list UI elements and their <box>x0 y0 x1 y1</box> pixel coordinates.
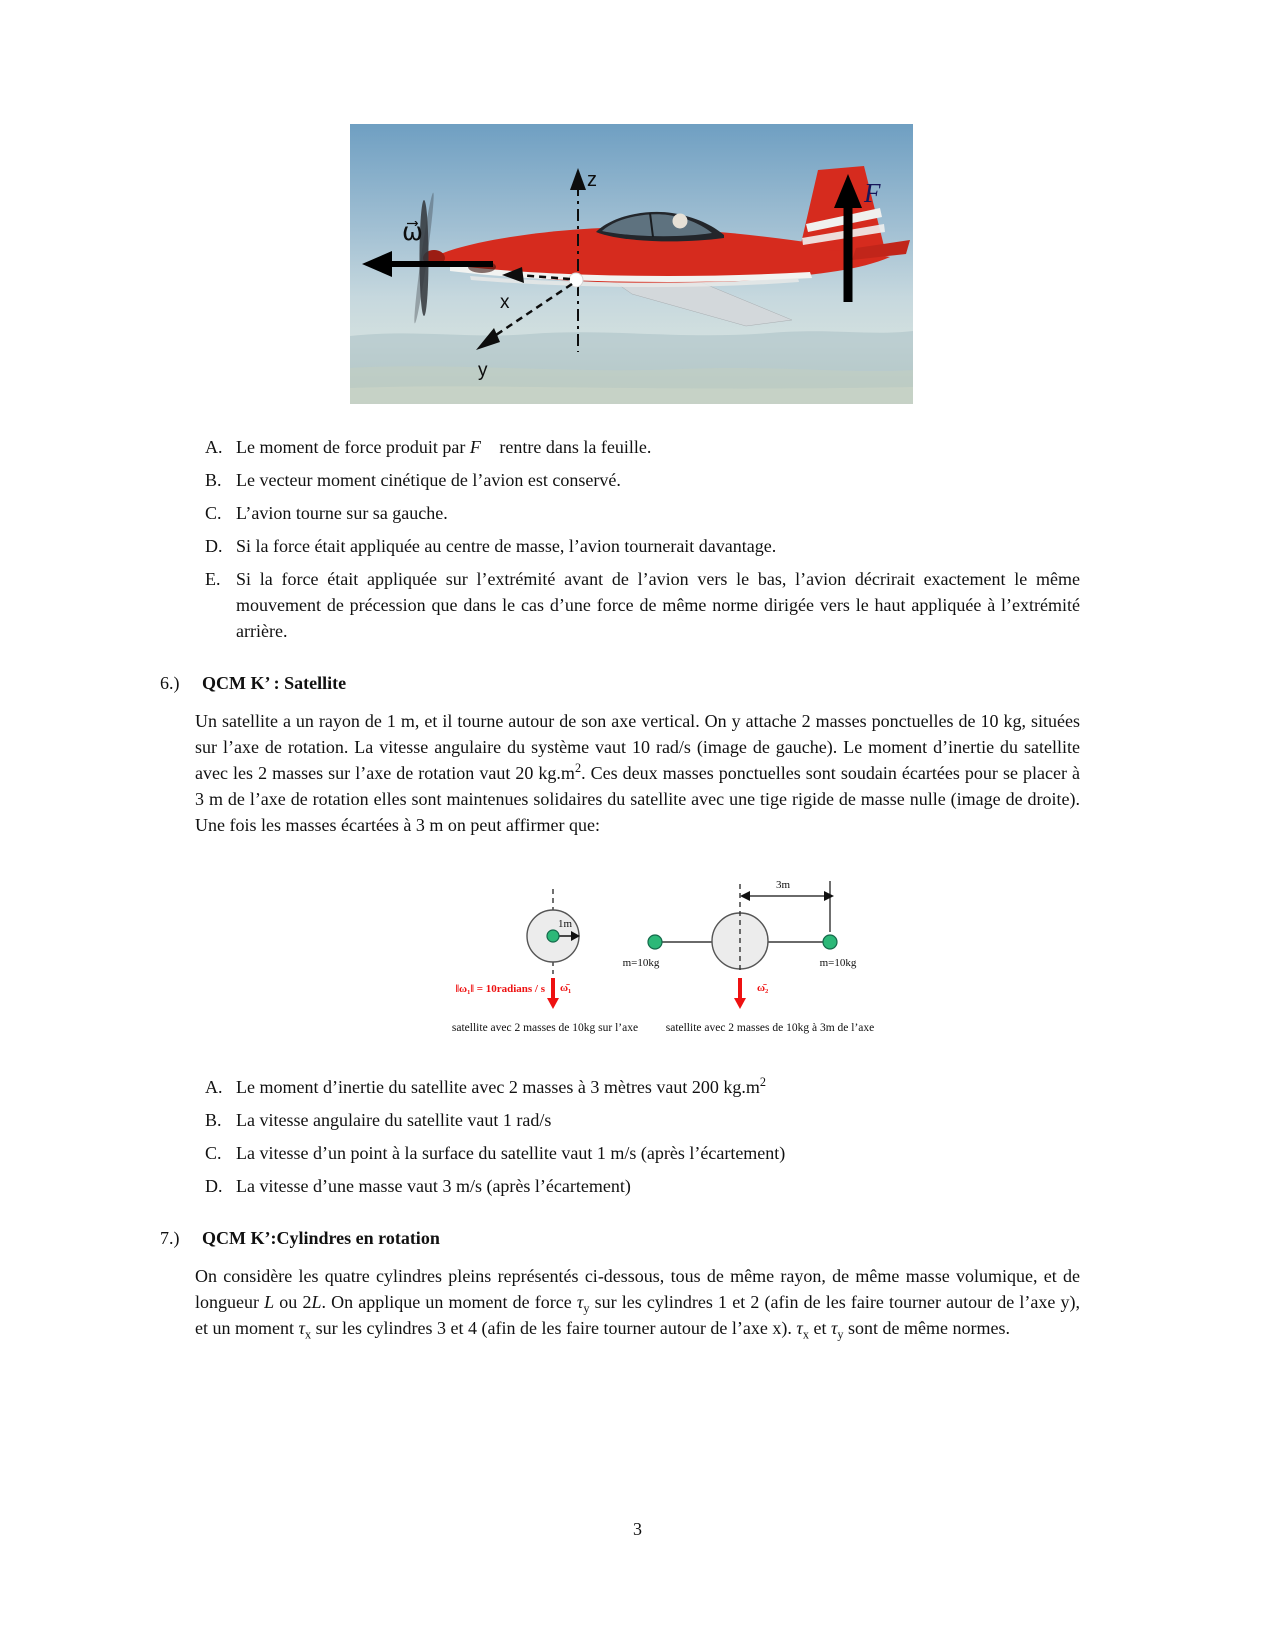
mass-right-label: m=10kg <box>819 957 857 969</box>
section-title: QCM K’ : Satellite <box>202 673 347 693</box>
option-label: D. <box>205 1176 223 1196</box>
page-number: 3 <box>633 1519 642 1539</box>
option-text: La vitesse angulaire du satellite vaut 1 rad/s <box>236 1110 552 1130</box>
mass-left-label: m=10kg <box>622 957 660 969</box>
option-label: B. <box>205 470 222 490</box>
option-a <box>205 434 1080 460</box>
distance-label: 3m <box>775 879 791 891</box>
option-label: A. <box>205 1077 223 1097</box>
option-text: L’avion tourne sur sa gauche. <box>236 503 448 523</box>
mass-left <box>648 935 662 949</box>
option-text: La vitesse d’une masse vaut 3 m/s (après l’écartement) <box>236 1176 631 1196</box>
option-text: Le moment de force produit par F⃗ rentre dans la feuille. <box>236 437 652 457</box>
z-axis-label: z <box>587 169 597 191</box>
omega2-arrowhead <box>734 998 746 1009</box>
option-label: C. <box>205 503 222 523</box>
distance-arrowhead-left <box>740 891 750 901</box>
option-label: D. <box>205 536 223 556</box>
option-text: Si la force était appliquée au centre de masse, l’avion tournerait davantage. <box>236 536 777 556</box>
option-label: E. <box>205 569 221 589</box>
omega1-label: ω̄₁ <box>560 982 572 994</box>
omega-label: ω⃗ <box>402 218 423 246</box>
omega1-norm: ‖ω₁‖ = 10radians / s <box>455 983 545 995</box>
omega1-arrowhead <box>547 998 559 1009</box>
mass-right <box>823 935 837 949</box>
section-7-heading <box>160 1225 1080 1251</box>
distance-arrowhead-right <box>824 891 834 901</box>
qcm-airplane-options <box>205 434 1080 644</box>
satellite-right <box>623 879 857 1009</box>
option-d <box>205 533 1080 559</box>
option-e <box>205 566 1080 644</box>
y-axis-label: y <box>478 360 488 381</box>
option-text: Le moment d’inertie du satellite avec 2 masses à 3 mètres vaut 200 $kg.m^2$ <box>236 1075 766 1097</box>
option-d <box>205 1173 1080 1199</box>
option-b <box>205 467 1080 493</box>
section-6-heading <box>160 670 1080 696</box>
section-7-paragraph: On considère les quatre cylindres pleins représentés ci-dessous, tous de même rayon, de même masse volumique, et de longueur L ou 2L. On applique un moment de force $\tau_y$ sur les cylindres 1 et 2 (afin de les faire tourner autour de l’axe y), et un moment $\tau_x$ sur les cylindres 3 et 4 (afin de les faire tourner autour de l’axe x). $\tau_x$ et $\tau_y$ sont de même normes. <box>195 1266 1080 1342</box>
option-label: B. <box>205 1110 222 1130</box>
section-number: 6.) <box>160 673 180 693</box>
option-a <box>205 1074 1080 1100</box>
option-label: A. <box>205 437 223 457</box>
option-c <box>205 500 1080 526</box>
satellite-figure <box>445 874 885 1044</box>
section-title: QCM K’:Cylindres en rotation <box>202 1228 440 1248</box>
option-b <box>205 1107 1080 1133</box>
mass-center <box>547 930 559 942</box>
option-text: Le vecteur moment cinétique de l’avion est conservé. <box>236 470 621 490</box>
radius-label: 1m <box>558 918 573 930</box>
option-c <box>205 1140 1080 1166</box>
section-6-paragraph: Un satellite a un rayon de 1 m, et il tourne autour de son axe vertical. On y attache 2 masses ponctuelles de 10 kg, situées sur l’axe de rotation. La vitesse angulaire du système vaut 10 rad/s (image de gauche). Le moment d’inertie du satellite avec les 2 masses sur l’axe de rotation vaut 20 $kg.m^2$. Ces deux masses ponctuelles sont soudain écartées pour se placer à 3 m de l’axe de rotation elles sont maintenues solidaires du satellite avec une tige rigide de masse nulle (image de droite). Une fois les masses écartées à 3 m on peut affirmer que: <box>195 711 1080 835</box>
force-label: F⃗ <box>864 178 902 208</box>
caption-left: satellite avec 2 masses de 10kg sur l’axe <box>451 1022 639 1034</box>
satellite-left <box>455 889 580 1009</box>
satellite-diagram <box>445 874 885 1044</box>
omega2-label: ω̄₂ <box>757 982 769 994</box>
option-text: La vitesse d’un point à la surface du satellite vaut 1 m/s (après l’écartement) <box>236 1143 786 1163</box>
terrain <box>350 331 913 404</box>
section-number: 7.) <box>160 1228 180 1248</box>
airplane-photo-figure <box>350 124 913 404</box>
option-label: C. <box>205 1143 222 1163</box>
qcm-satellite-options <box>205 1074 1080 1199</box>
caption-right: satellite avec 2 masses de 10kg à 3m de l’axe <box>665 1022 875 1034</box>
x-axis-label: x <box>500 292 510 313</box>
option-text: Si la force était appliquée sur l’extrémité avant de l’avion vers le bas, l’avion décrirait exactement le même mouvement de précession que dans le cas d’une force de même norme dirigée vers le haut appliquée à l’extrémité arrière. <box>236 569 1080 641</box>
airplane-photo <box>350 124 913 404</box>
pilot-helmet <box>673 214 688 229</box>
